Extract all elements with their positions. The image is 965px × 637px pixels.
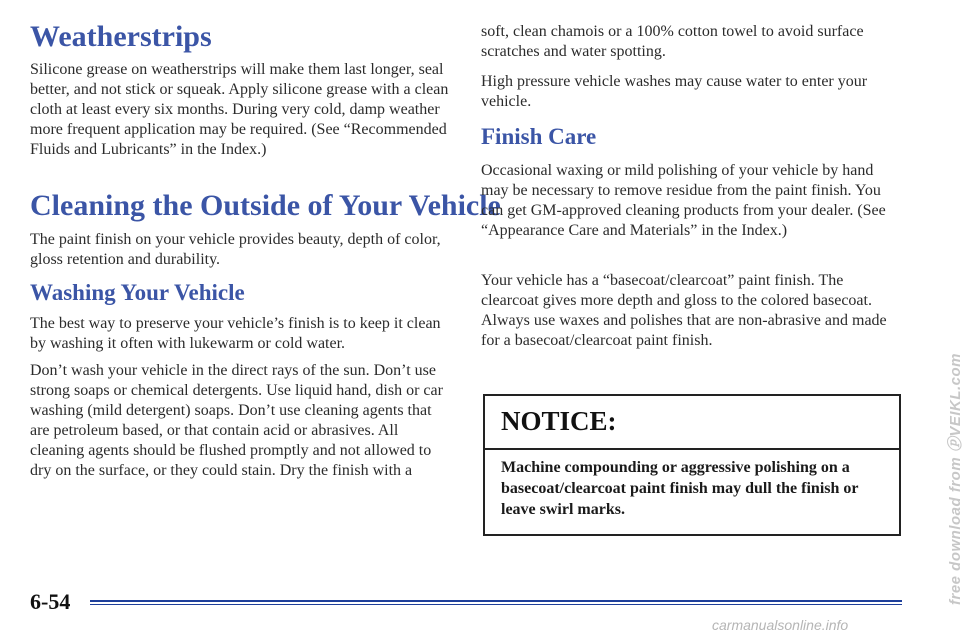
notice-body: Machine compounding or aggressive polishing on a basecoat/clearcoat paint finish may dull the finish or leave swirl marks. — [501, 459, 859, 518]
finish-care-paragraph-2: Your vehicle has a “basecoat/clearcoat” paint finish. The clearcoat gives more depth and gloss to the colored basecoat. Always use waxes and polishes that are non-abrasive and made for a basecoat/clearcoat paint finish. — [481, 272, 887, 349]
side-watermark: free download from ⓟVEIKL.com — [947, 352, 964, 605]
cleaning-heading: Cleaning the Outside of Your Vehicle — [30, 189, 501, 222]
washing-heading: Washing Your Vehicle — [30, 280, 245, 305]
bottom-watermark: carmanualsonline.info — [712, 617, 849, 633]
continued-paragraph: soft, clean chamois or a 100% cotton towel to avoid surface scratches and water spotting. — [481, 23, 864, 60]
weatherstrips-paragraph: Silicone grease on weatherstrips will make them last longer, seal better, and not stick or squeak. Apply silicone grease with a clean cloth at least every six months. During very cold, damp weather more frequent application may be required. (See “Recommended Fluids and Lubricants” in the Index.) — [30, 61, 449, 158]
notice-header — [485, 396, 899, 450]
page-number: 6-54 — [30, 589, 71, 614]
weatherstrips-heading: Weatherstrips — [30, 20, 212, 53]
notice-title: NOTICE: — [501, 406, 617, 436]
notice-box — [483, 394, 901, 536]
footer-rule-thin — [90, 604, 902, 605]
finish-care-heading: Finish Care — [481, 124, 597, 149]
finish-care-paragraph-1: Occasional waxing or mild polishing of your vehicle by hand may be necessary to remove residue from the paint finish. You can get GM-approved cleaning products from your dealer. (See “Appearance Care and Materials” in the Index.) — [481, 162, 886, 239]
washing-paragraph-1: The best way to preserve your vehicle’s finish is to keep it clean by washing it often with lukewarm or cold water. — [30, 315, 441, 352]
pressure-wash-paragraph: High pressure vehicle washes may cause water to enter your vehicle. — [481, 73, 868, 110]
footer-rule — [90, 600, 902, 602]
washing-paragraph-2: Don’t wash your vehicle in the direct rays of the sun. Don’t use strong soaps or chemical detergents. Use liquid hand, dish or car washing (mild detergent) soaps. Don’t use cleaning agents that are petroleum based, or that contain acid or abrasives. All cleaning agents should be flushed promptly and not allowed to dry on the surface, or they could stain. Dry the finish with a — [30, 362, 443, 479]
cleaning-paragraph: The paint finish on your vehicle provides beauty, depth of color, gloss retention and durability. — [30, 231, 441, 268]
